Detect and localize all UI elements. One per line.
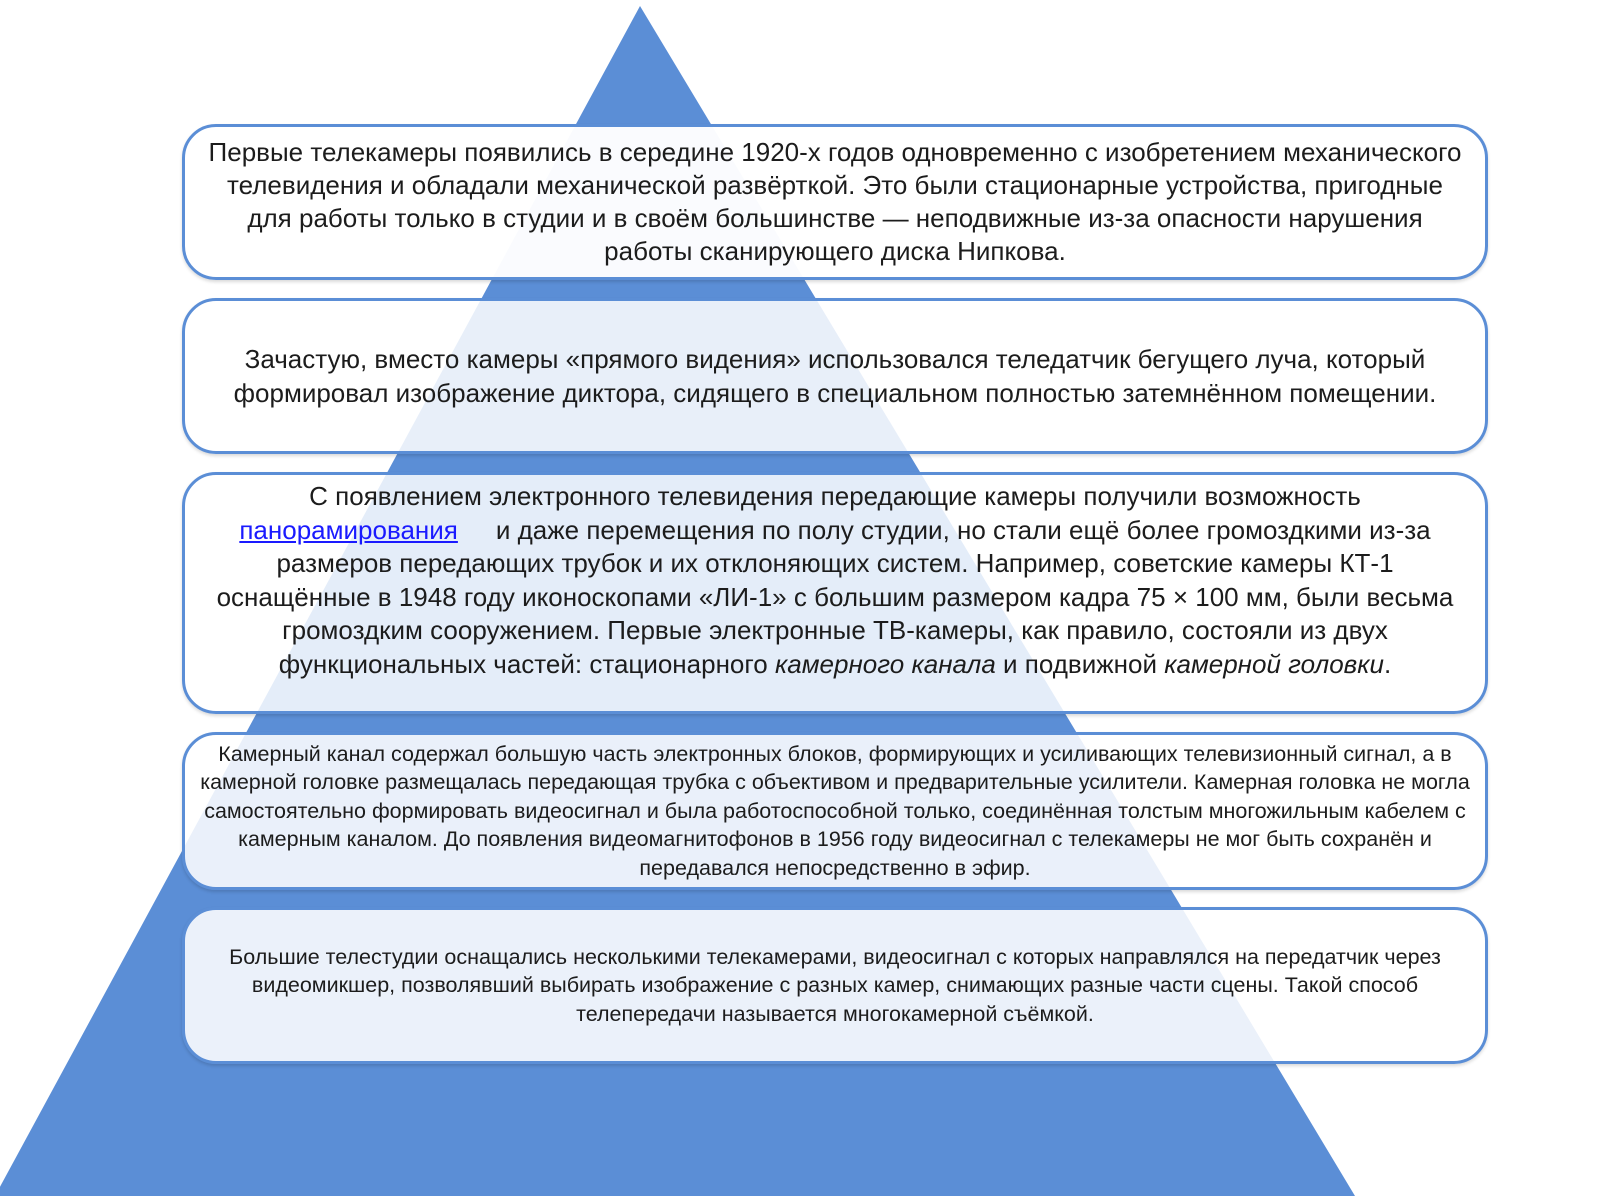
level-1-text: Первые телекамеры появились в середине 1920-х годов одновременно с изобретением механического телевидения и обладали механической развёрткой. Это были стационарные устройства, пригодные для работы только в студии и в своём большинстве — неподвижные из-за опасности нарушения работы сканирующего диска Нипкова. [208,137,1462,266]
camera-channel-term: камерного канала [775,648,996,679]
pyramid-level-3-box [182,472,1488,714]
level-3-text-part-2: и даже перемещения по полу студии, но стали ещё более громоздкими из-за размеров передающих трубок и их отклоняющих систем. Например, советские камеры КТ-1 оснащённые в 1948 году иконоскопами «ЛИ-1» с большим размером кадра 75 × 100 мм, были весьма громоздким сооружением. Первые электронные ТВ-камеры, как правило, состояли из двух функциональных частей: стационарного [216,514,1454,679]
level-3-text-part-3: и подвижной [995,648,1165,679]
level-3-text-end: . [1383,648,1392,679]
pyramid-level-4-box [182,732,1488,890]
pyramid-level-5-box [182,907,1488,1064]
level-3-text [207,480,1463,681]
level-3-text-part-1: С появлением электронного телевидения передающие камеры получили возможность [309,481,1361,511]
panning-link[interactable]: панорамирования [239,514,458,545]
pyramid-level-2-box [182,298,1488,454]
level-2-text: Зачастую, вместо камеры «прямого видения» использовался теледатчик бегущего луча, который формировал изображение диктора, сидящего в специальном полностью затемнённом помещении. [233,344,1437,408]
level-5-text: Большие телестудии оснащались несколькими телекамерами, видеосигнал с которых направлялся на передатчик через видеомикшер, позволявший выбирать изображение с разных камер, снимающих разные части сцены. Такой способ телепередачи называется многокамерной съёмкой. [229,944,1441,1026]
camera-head-term: камерной головки [1164,648,1384,679]
level-4-text: Камерный канал содержал большую часть электронных блоков, формирующих и усиливающих телевизионный сигнал, а в камерной головке размещалась передающая трубка с объективом и предварительные усилители. Камерная головка не могла самостоятельно формировать видеосигнал и была работоспособной только, соединённая толстым многожильным кабелем с камерным каналом. До появления видеомагнитофонов в 1956 году видеосигнал с телекамеры не мог быть сохранён и передавался непосредственно в эфир. [200,741,1470,880]
pyramid-level-1-box [182,124,1488,280]
